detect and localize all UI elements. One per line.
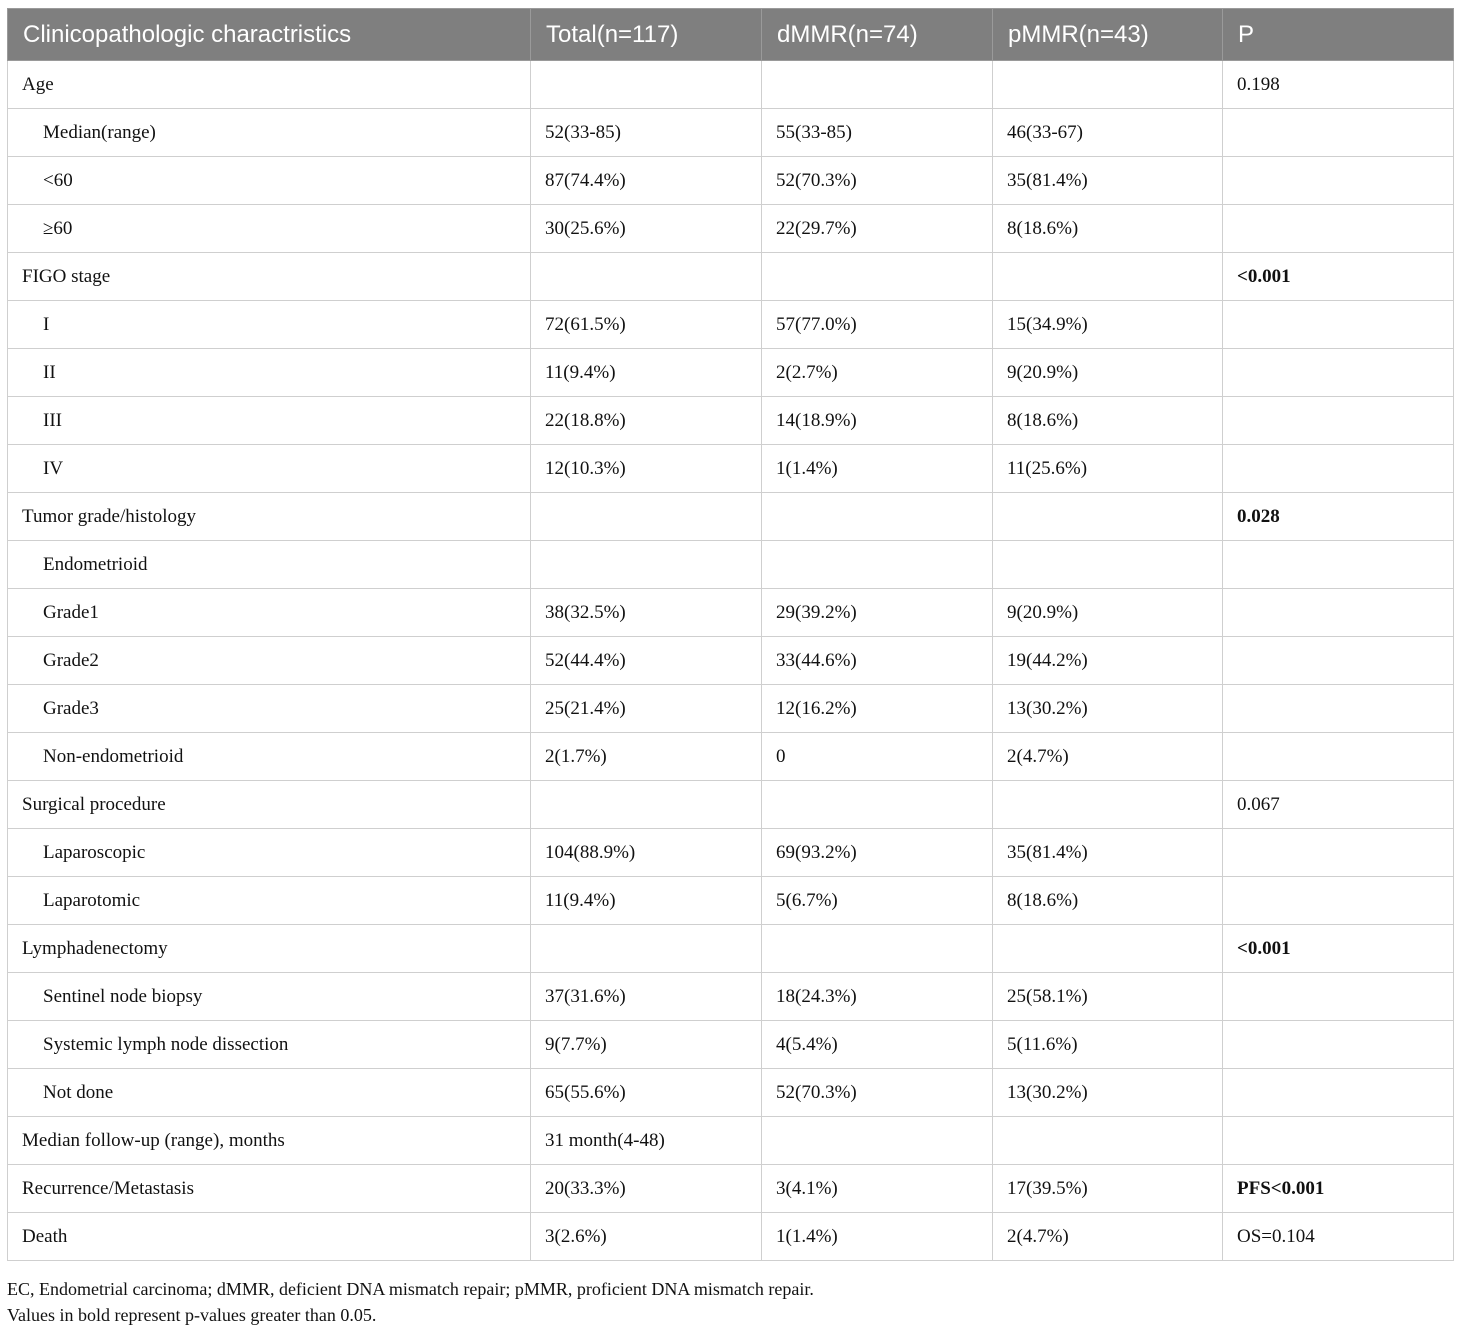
cell-pmmr [993, 1117, 1223, 1165]
cell-total: 52(44.4%) [531, 637, 762, 685]
clinicopathologic-table-container [7, 8, 1453, 1261]
cell-total [531, 781, 762, 829]
cell-pmmr: 13(30.2%) [993, 1069, 1223, 1117]
header-dmmr: dMMR(n=74) [762, 9, 993, 61]
cell-dmmr: 4(5.4%) [762, 1021, 993, 1069]
cell-dmmr: 55(33-85) [762, 109, 993, 157]
cell-total: 2(1.7%) [531, 733, 762, 781]
cell-dmmr: 12(16.2%) [762, 685, 993, 733]
cell-dmmr: 3(4.1%) [762, 1165, 993, 1213]
cell-characteristic: III [8, 397, 531, 445]
cell-pmmr: 5(11.6%) [993, 1021, 1223, 1069]
cell-total: 37(31.6%) [531, 973, 762, 1021]
cell-pmmr: 46(33-67) [993, 109, 1223, 157]
cell-characteristic: Median follow-up (range), months [8, 1117, 531, 1165]
cell-dmmr: 57(77.0%) [762, 301, 993, 349]
cell-dmmr: 29(39.2%) [762, 589, 993, 637]
cell-p-value [1223, 637, 1454, 685]
cell-pmmr: 15(34.9%) [993, 301, 1223, 349]
cell-p-value [1223, 445, 1454, 493]
cell-total: 52(33-85) [531, 109, 762, 157]
cell-dmmr: 1(1.4%) [762, 1213, 993, 1261]
cell-characteristic: Not done [8, 1069, 531, 1117]
cell-pmmr: 8(18.6%) [993, 397, 1223, 445]
cell-characteristic: Lymphadenectomy [8, 925, 531, 973]
cell-characteristic: Sentinel node biopsy [8, 973, 531, 1021]
cell-total: 38(32.5%) [531, 589, 762, 637]
table-row [8, 253, 1454, 301]
table-row [8, 61, 1454, 109]
table-body [8, 61, 1454, 1261]
table-row [8, 397, 1454, 445]
table-row [8, 829, 1454, 877]
cell-characteristic: Grade1 [8, 589, 531, 637]
table-row [8, 1213, 1454, 1261]
cell-p-value [1223, 1117, 1454, 1165]
cell-total [531, 61, 762, 109]
cell-dmmr: 2(2.7%) [762, 349, 993, 397]
cell-total: 20(33.3%) [531, 1165, 762, 1213]
cell-dmmr [762, 541, 993, 589]
cell-pmmr: 2(4.7%) [993, 733, 1223, 781]
cell-dmmr: 52(70.3%) [762, 157, 993, 205]
cell-p-value [1223, 541, 1454, 589]
cell-total: 11(9.4%) [531, 349, 762, 397]
table-row [8, 1069, 1454, 1117]
cell-total [531, 493, 762, 541]
table-row [8, 493, 1454, 541]
cell-pmmr: 13(30.2%) [993, 685, 1223, 733]
cell-dmmr [762, 253, 993, 301]
table-row [8, 1165, 1454, 1213]
table-row [8, 157, 1454, 205]
cell-characteristic: Systemic lymph node dissection [8, 1021, 531, 1069]
table-row [8, 1117, 1454, 1165]
cell-pmmr [993, 541, 1223, 589]
cell-characteristic: Recurrence/Metastasis [8, 1165, 531, 1213]
cell-p-value: 0.067 [1223, 781, 1454, 829]
cell-characteristic: Laparotomic [8, 877, 531, 925]
cell-dmmr [762, 781, 993, 829]
cell-pmmr [993, 253, 1223, 301]
cell-total: 30(25.6%) [531, 205, 762, 253]
cell-characteristic: Endometrioid [8, 541, 531, 589]
table-row [8, 589, 1454, 637]
cell-p-value [1223, 733, 1454, 781]
table-header-row [8, 9, 1454, 61]
table-row [8, 1021, 1454, 1069]
cell-pmmr: 2(4.7%) [993, 1213, 1223, 1261]
cell-p-value [1223, 157, 1454, 205]
table-row [8, 301, 1454, 349]
cell-pmmr: 9(20.9%) [993, 589, 1223, 637]
cell-total: 72(61.5%) [531, 301, 762, 349]
cell-characteristic: I [8, 301, 531, 349]
cell-dmmr [762, 61, 993, 109]
header-pmmr: pMMR(n=43) [993, 9, 1223, 61]
cell-dmmr: 52(70.3%) [762, 1069, 993, 1117]
cell-total: 11(9.4%) [531, 877, 762, 925]
cell-dmmr: 22(29.7%) [762, 205, 993, 253]
cell-pmmr: 35(81.4%) [993, 157, 1223, 205]
cell-total: 87(74.4%) [531, 157, 762, 205]
cell-p-value: PFS<0.001 [1223, 1165, 1454, 1213]
cell-characteristic: Death [8, 1213, 531, 1261]
cell-characteristic: <60 [8, 157, 531, 205]
clinicopathologic-table [7, 8, 1454, 1261]
header-characteristics: Clinicopathologic charactristics [8, 9, 531, 61]
cell-p-value: 0.028 [1223, 493, 1454, 541]
cell-total: 65(55.6%) [531, 1069, 762, 1117]
table-row [8, 637, 1454, 685]
cell-total: 104(88.9%) [531, 829, 762, 877]
table-row [8, 349, 1454, 397]
cell-p-value: 0.198 [1223, 61, 1454, 109]
cell-p-value [1223, 205, 1454, 253]
cell-characteristic: Tumor grade/histology [8, 493, 531, 541]
header-p-value: P [1223, 9, 1454, 61]
cell-pmmr: 11(25.6%) [993, 445, 1223, 493]
cell-p-value [1223, 589, 1454, 637]
cell-characteristic: Age [8, 61, 531, 109]
cell-total [531, 925, 762, 973]
cell-total [531, 541, 762, 589]
cell-dmmr: 0 [762, 733, 993, 781]
cell-p-value [1223, 397, 1454, 445]
cell-total: 25(21.4%) [531, 685, 762, 733]
cell-total: 31 month(4-48) [531, 1117, 762, 1165]
cell-total [531, 253, 762, 301]
cell-p-value [1223, 301, 1454, 349]
cell-pmmr: 8(18.6%) [993, 877, 1223, 925]
cell-dmmr [762, 493, 993, 541]
cell-total: 12(10.3%) [531, 445, 762, 493]
cell-p-value [1223, 973, 1454, 1021]
cell-dmmr: 18(24.3%) [762, 973, 993, 1021]
table-row [8, 541, 1454, 589]
cell-total: 3(2.6%) [531, 1213, 762, 1261]
cell-p-value: OS=0.104 [1223, 1213, 1454, 1261]
table-row [8, 781, 1454, 829]
cell-dmmr: 1(1.4%) [762, 445, 993, 493]
table-row [8, 685, 1454, 733]
cell-pmmr [993, 781, 1223, 829]
cell-pmmr: 35(81.4%) [993, 829, 1223, 877]
table-row [8, 109, 1454, 157]
cell-p-value [1223, 829, 1454, 877]
cell-characteristic: Grade2 [8, 637, 531, 685]
cell-p-value [1223, 109, 1454, 157]
cell-characteristic: FIGO stage [8, 253, 531, 301]
cell-p-value [1223, 685, 1454, 733]
cell-dmmr: 33(44.6%) [762, 637, 993, 685]
cell-characteristic: ≥60 [8, 205, 531, 253]
cell-characteristic: IV [8, 445, 531, 493]
table-row [8, 445, 1454, 493]
cell-pmmr [993, 61, 1223, 109]
footnote-abbreviations: EC, Endometrial carcinoma; dMMR, deficient DNA mismatch repair; pMMR, proficient DNA mismatch repair. [7, 1279, 814, 1299]
cell-p-value: <0.001 [1223, 253, 1454, 301]
cell-characteristic: Laparoscopic [8, 829, 531, 877]
cell-p-value [1223, 1021, 1454, 1069]
cell-p-value [1223, 1069, 1454, 1117]
cell-dmmr [762, 1117, 993, 1165]
cell-characteristic: Median(range) [8, 109, 531, 157]
cell-pmmr: 25(58.1%) [993, 973, 1223, 1021]
cell-pmmr: 9(20.9%) [993, 349, 1223, 397]
cell-characteristic: Non-endometrioid [8, 733, 531, 781]
table-row [8, 973, 1454, 1021]
cell-pmmr: 17(39.5%) [993, 1165, 1223, 1213]
cell-total: 22(18.8%) [531, 397, 762, 445]
table-row [8, 205, 1454, 253]
table-row [8, 925, 1454, 973]
cell-characteristic: Surgical procedure [8, 781, 531, 829]
cell-dmmr: 5(6.7%) [762, 877, 993, 925]
cell-characteristic: Grade3 [8, 685, 531, 733]
cell-dmmr: 14(18.9%) [762, 397, 993, 445]
cell-dmmr [762, 925, 993, 973]
cell-pmmr [993, 493, 1223, 541]
footnote-bold-note: Values in bold represent p-values greater than 0.05. [7, 1305, 377, 1325]
cell-pmmr: 19(44.2%) [993, 637, 1223, 685]
cell-p-value: <0.001 [1223, 925, 1454, 973]
header-total: Total(n=117) [531, 9, 762, 61]
table-row [8, 877, 1454, 925]
table-footnotes [7, 1276, 814, 1328]
cell-dmmr: 69(93.2%) [762, 829, 993, 877]
cell-p-value [1223, 877, 1454, 925]
cell-total: 9(7.7%) [531, 1021, 762, 1069]
cell-pmmr: 8(18.6%) [993, 205, 1223, 253]
cell-p-value [1223, 349, 1454, 397]
cell-pmmr [993, 925, 1223, 973]
cell-characteristic: II [8, 349, 531, 397]
table-row [8, 733, 1454, 781]
